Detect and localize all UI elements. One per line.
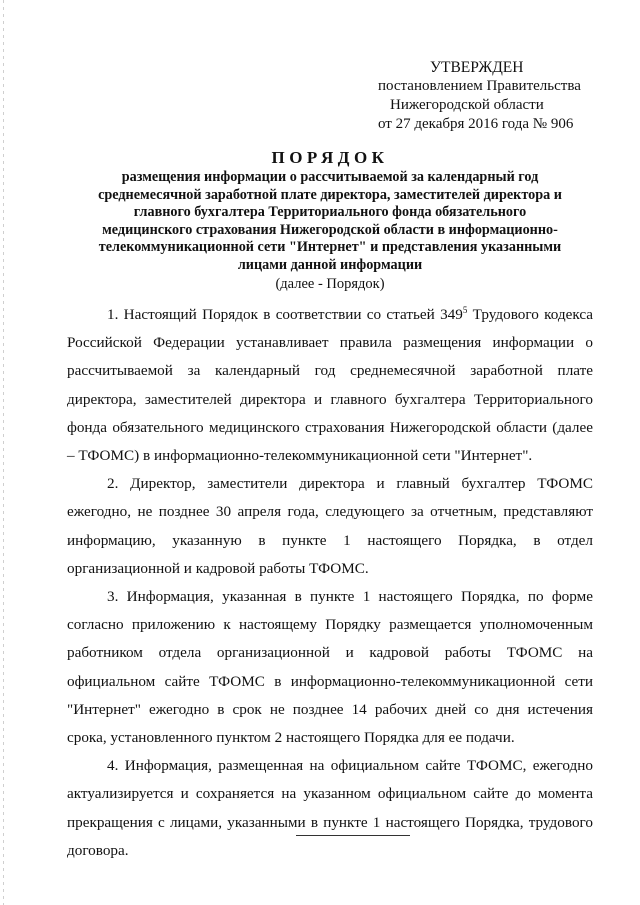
subtitle-line: лицами данной информации <box>237 256 423 273</box>
paragraph-line: информацию, указанную в пункте 1 настоящего Порядка, в отдел <box>67 531 593 549</box>
paragraph-4 <box>67 752 593 865</box>
end-separator-line <box>296 835 410 836</box>
further-note: (далее - Порядок) <box>275 275 385 292</box>
paragraph-3 <box>67 583 593 752</box>
paragraph-line: фонда обязательного медицинского страхования Нижегородской области (далее <box>67 418 593 436</box>
subtitle-line: главного бухгалтера Территориального фонда обязательного <box>133 204 527 221</box>
title-block <box>80 148 580 293</box>
paragraph-line: договора. <box>67 841 129 859</box>
paragraph-line: 3. Информация, указанная в пункте 1 настоящего Порядка, по форме <box>107 588 593 606</box>
text-run: 1. Настоящий Порядок в соответствии со статьей 349 <box>107 306 463 323</box>
paragraph-line: прекращения с лицами, указанными в пункте 1 настоящего Порядка, трудового <box>67 813 593 831</box>
paragraph-line: 2. Директор, заместители директора и главный бухгалтер ТФОМС <box>107 475 593 493</box>
subtitle-line: среднемесячной заработной плате директора, заместителей директора и <box>98 186 562 203</box>
text-run: Трудового кодекса <box>467 306 593 323</box>
paragraph-2 <box>67 470 593 583</box>
page-title: ПОРЯДОК <box>271 148 389 167</box>
paragraph-line: актуализируется и сохраняется на указанном официальном сайте до момента <box>67 785 593 803</box>
paragraph-line: ежегодно, не позднее 30 апреля года, следующего за отчетным, представляют <box>67 503 593 521</box>
document-body <box>67 301 593 865</box>
paragraph-line <box>67 301 593 329</box>
paragraph-line: организационной и кадровой работы ТФОМС. <box>67 559 369 577</box>
approval-title: УТВЕРЖДЕН <box>430 59 524 76</box>
scan-edge-mark <box>3 0 4 905</box>
paragraph-1 <box>67 301 593 470</box>
paragraph-line: 4. Информация, размещенная на официальном сайте ТФОМС, ежегодно <box>107 757 593 775</box>
superscript: 5 <box>462 305 468 315</box>
paragraph-line: – ТФОМС) в информационно-телекоммуникационной сети "Интернет". <box>67 447 533 465</box>
paragraph-line: работником отдела организационной и кадровой работы ТФОМС на <box>67 644 593 662</box>
approval-stamp <box>378 58 608 134</box>
subtitle-line: телекоммуникационной сети "Интернет" и представления указанными <box>98 239 562 256</box>
subtitle-line: медицинского страхования Нижегородской области в информационно- <box>102 221 558 238</box>
approval-line-3: от 27 декабря 2016 года № 906 <box>378 116 574 132</box>
paragraph-line: Российской Федерации устанавливает правила размещения информации о <box>67 334 593 352</box>
paragraph-line: согласно приложению к настоящему Порядку размещается уполномоченным <box>67 616 593 634</box>
approval-line-2: Нижегородской области <box>390 97 544 113</box>
document-subtitle <box>80 169 580 275</box>
paragraph-line: директора, заместителей директора и главного бухгалтера Территориального <box>67 390 593 408</box>
paragraph-line: "Интернет" ежегодно в срок не позднее 14 рабочих дней со дня истечения <box>67 700 593 718</box>
subtitle-line: размещения информации о рассчитываемой за календарный год <box>121 169 539 185</box>
paragraph-line: рассчитываемой за календарный год среднемесячной заработной плате <box>67 362 593 380</box>
paragraph-line: срока, установленного пунктом 2 настоящего Порядка для ее подачи. <box>67 729 515 747</box>
approval-line-1: постановлением Правительства <box>378 78 581 94</box>
paragraph-line: официальном сайте ТФОМС в информационно-телекоммуникационной сети <box>67 672 593 690</box>
